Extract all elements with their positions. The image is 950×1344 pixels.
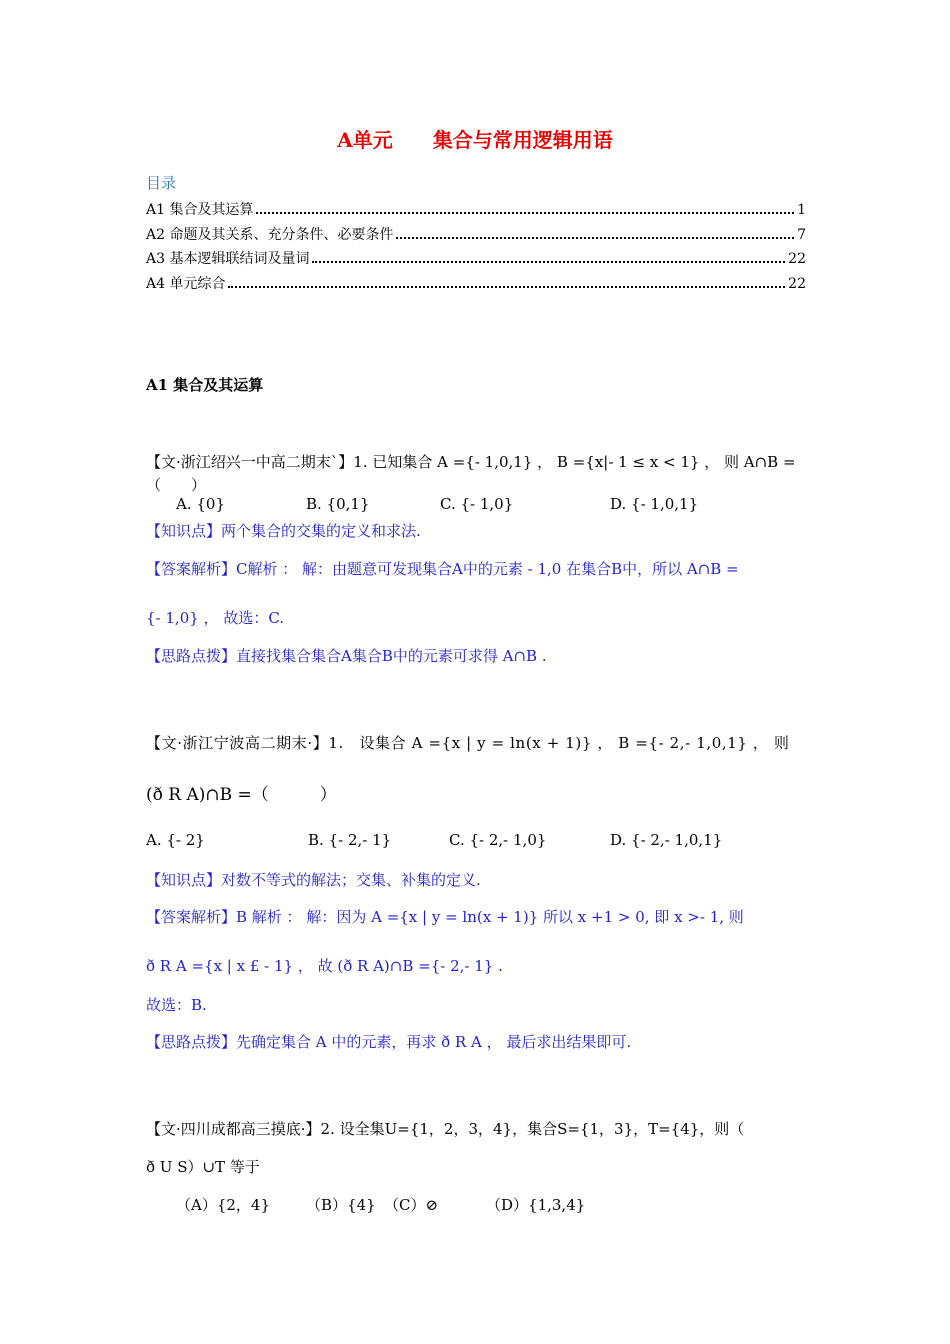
toc-item[interactable]: [146, 199, 806, 219]
option-b: （B）{4}: [306, 1196, 376, 1214]
option-d: （D）{1,3,4}: [486, 1196, 586, 1214]
option-b: B. {0,1}: [306, 495, 370, 513]
toc-leader: [312, 260, 785, 263]
toc-item-label: A1 集合及其运算: [146, 202, 254, 218]
toc-item[interactable]: [146, 224, 806, 244]
toc-leader: [396, 236, 794, 239]
answer-analysis: 【答案解析】B 解析 ： 解：因为 A ={x | y = ln(x + 1)} 所以 x +1 > 0, 即 x >- 1, 则: [146, 908, 744, 926]
answer-choice: 故选：B.: [146, 996, 207, 1014]
question-2-expression: (ð R A)∩B =（ ）: [146, 785, 337, 805]
section-heading: A1 集合及其运算: [146, 376, 264, 394]
option-d: D. {- 1,0,1}: [610, 495, 699, 513]
solution-hint: 【思路点拨】先确定集合 A 中的元素，再求 ð R A ， 最后求出结果即可.: [146, 1033, 632, 1051]
toc-item-page: 22: [788, 276, 806, 292]
knowledge-point: 【知识点】两个集合的交集的定义和求法.: [146, 522, 421, 540]
answer-analysis-cont: ð R A ={x | x £ - 1} ， 故 (ð R A)∩B ={- 2,- 1} .: [146, 957, 503, 975]
toc-heading: 目录: [146, 174, 177, 192]
question-1-paren: （ ）: [146, 476, 207, 494]
option-a: A. {0}: [176, 495, 225, 513]
option-c: C. {- 2,- 1,0}: [449, 831, 547, 849]
solution-hint: 【思路点拨】直接找集合集合A集合B中的元素可求得 A∩B .: [146, 647, 547, 665]
option-b: B. {- 2,- 1}: [308, 831, 392, 849]
page-title: A单元 集合与常用逻辑用语: [337, 128, 613, 152]
option-c: C. {- 1,0}: [440, 495, 514, 513]
question-2-stem: 【文·浙江宁波高二期末·】1. 设集合 A ={x | y = ln(x + 1)} ， B ={- 2,- 1,0,1} ， 则: [146, 734, 790, 752]
question-3-stem: 【文·四川成都高三摸底·】2. 设全集U={1，2，3，4}，集合S={1，3}，T={4}，则（: [146, 1120, 745, 1138]
toc-item-label: A3 基本逻辑联结词及量词: [146, 251, 310, 267]
toc-item-page: 1: [797, 202, 806, 218]
toc-item-page: 7: [797, 227, 806, 243]
toc-item-page: 22: [788, 251, 806, 267]
toc-leader: [228, 285, 785, 288]
option-a: A. {- 2}: [146, 831, 205, 849]
question-1-stem: 【文·浙江绍兴一中高二期末`】1. 已知集合 A ={- 1,0,1} ， B ={x|- 1 ≤ x < 1} ， 则 A∩B =: [146, 453, 796, 471]
toc-item[interactable]: [146, 248, 806, 268]
answer-analysis-cont: {- 1,0} ， 故选：C.: [146, 609, 285, 627]
toc-leader: [256, 211, 794, 214]
toc-item-label: A2 命题及其关系、充分条件、必要条件: [146, 227, 394, 243]
toc-item-label: A4 单元综合: [146, 276, 226, 292]
answer-analysis: 【答案解析】C解析 ： 解：由题意可发现集合A中的元素 - 1,0 在集合B中，所以 A∩B =: [146, 560, 739, 578]
knowledge-point: 【知识点】对数不等式的解法；交集、补集的定义.: [146, 871, 481, 889]
option-a: （A）{2，4}: [176, 1196, 271, 1214]
question-3-expression: ð U S）∪T 等于: [146, 1158, 260, 1176]
option-c: （C）⊘: [384, 1196, 439, 1214]
toc-item[interactable]: [146, 273, 806, 293]
option-d: D. {- 2,- 1,0,1}: [610, 831, 723, 849]
